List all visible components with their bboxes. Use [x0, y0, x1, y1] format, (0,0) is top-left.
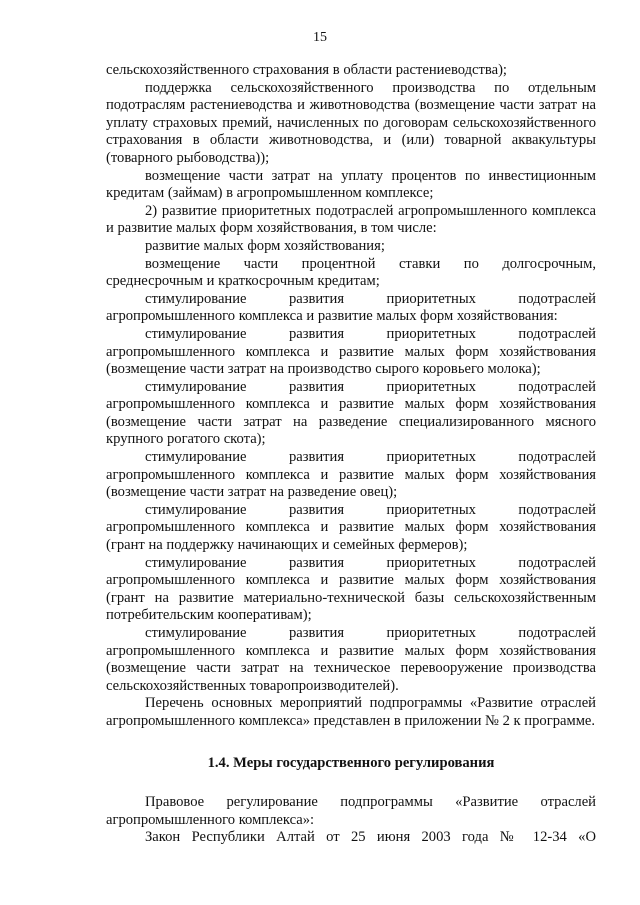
section-heading: 1.4. Меры государственного регулирования [207, 754, 495, 771]
document-body [106, 62, 596, 847]
paragraph-11: стимулирование развития приоритетных подотраслей агропромышленного комплекса и развитие малых форм хозяйствования (грант на поддержку начинающих и семейных фермеров); [106, 501, 596, 554]
paragraph-9: стимулирование развития приоритетных подотраслей агропромышленного комплекса и развитие малых форм хозяйствования (возмещение части затрат на разведение специализированного мясного крупного рогатого скота); [106, 378, 596, 448]
paragraph-2: поддержка сельскохозяйственного производства по отдельным подотраслям растениеводства и животноводства (возмещение части затрат на уплату страховых премий, начисленных по договорам сельскохозяйственного страхования в области животноводства, и (или) товарной аквакультуры (товарного рыбоводства)); [106, 79, 596, 166]
page-number: 15 [313, 30, 327, 45]
paragraph-legal-regulation: Правовое регулирование подпрограммы «Развитие отраслей агропромышленного комплекса»: [106, 794, 596, 828]
paragraph-6: возмещение части процентной ставки по долгосрочным, среднесрочным и краткосрочным кредитам; [106, 255, 596, 290]
paragraph-13: стимулирование развития приоритетных подотраслей агропромышленного комплекса и развитие малых форм хозяйствования (возмещение части затрат на техническое перевооружение производства сельскохозяйственных товаропроизводителей). [106, 625, 596, 694]
paragraph-10: стимулирование развития приоритетных подотраслей агропромышленного комплекса и развитие малых форм хозяйствования (возмещение части затрат на разведение овец); [106, 449, 596, 501]
paragraph-5: развитие малых форм хозяйствования; [145, 237, 385, 254]
paragraph-14: Перечень основных мероприятий подпрограммы «Развитие отраслей агропромышленного комплекса» представлен в приложении № 2 к программе. [106, 695, 596, 729]
paragraph-4: 2) развитие приоритетных подотраслей агропромышленного комплекса и развитие малых форм хозяйствования, в том числе: [106, 202, 596, 237]
paragraph-8: стимулирование развития приоритетных подотраслей агропромышленного комплекса и развитие малых форм хозяйствования (возмещение части затрат на производство сырого коровьего молока); [106, 325, 596, 378]
paragraph-7: стимулирование развития приоритетных подотраслей агропромышленного комплекса и развитие малых форм хозяйствования: [106, 290, 596, 325]
paragraph-3: возмещение части затрат на уплату процентов по инвестиционным кредитам (займам) в агропромышленном комплексе; [106, 167, 596, 202]
paragraph-law-reference: Закон Республики Алтай от 25 июня 2003 года № 12-34 «О [145, 829, 596, 846]
paragraph-1: сельскохозяйственного страхования в области растениеводства); [106, 62, 507, 78]
paragraph-12: стимулирование развития приоритетных подотраслей агропромышленного комплекса и развитие малых форм хозяйствования (грант на развитие материально-технической базы сельскохозяйственным потребительским кооперативам); [106, 554, 596, 624]
